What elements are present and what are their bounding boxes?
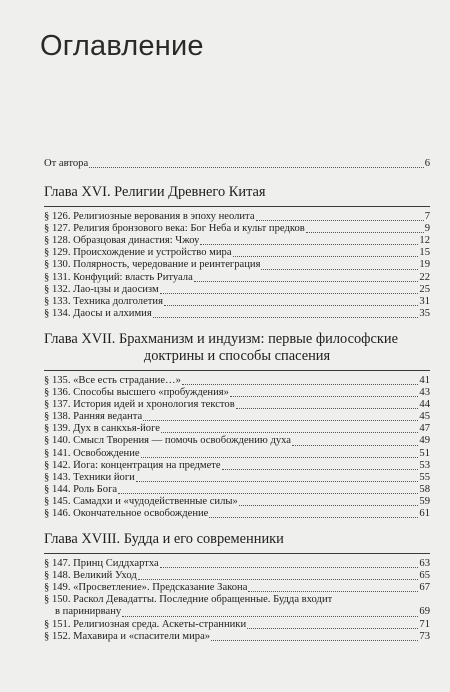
toc-entry-label: § 150. Раскол Девадатты. Последние обращенные. Будда входит (44, 594, 333, 606)
toc-entry-label: § 145. Самадхи и «чудодейственные силы» (44, 495, 238, 507)
toc-entry-label: § 151. Религиозная среда. Аскеты-странники (44, 618, 247, 630)
dot-leader (233, 256, 419, 257)
toc-entry-label: § 136. Способы высшего «пробуждения» (44, 387, 229, 399)
toc-entry-label: в паринирвану (55, 606, 122, 618)
toc-entry[interactable] (44, 411, 430, 423)
chapter-divider (44, 206, 430, 207)
toc-entry-label: § 138. Ранняя веданта (44, 411, 143, 423)
chapter-section (44, 331, 430, 520)
toc-entry[interactable] (44, 582, 430, 594)
toc-entry-page: 19 (419, 259, 430, 271)
chapter-list (44, 184, 430, 643)
toc-entry-page: 53 (419, 459, 430, 471)
dot-leader (161, 432, 418, 433)
dot-leader (118, 493, 418, 494)
toc-entry-label: § 140. Смысл Творения — помочь освобождению духа (44, 435, 291, 447)
toc-entry[interactable] (44, 496, 430, 508)
toc-entry[interactable] (44, 223, 430, 235)
toc-entry-page: 43 (419, 387, 430, 399)
dot-leader (236, 408, 419, 409)
toc-entry-page: 58 (419, 483, 430, 495)
chapter-heading[interactable] (44, 184, 430, 201)
dot-leader (138, 579, 419, 580)
toc-entry-label: § 127. Религия бронзового века: Бог Неба и культ предков (44, 223, 305, 235)
toc-entry[interactable] (44, 423, 430, 435)
chapter-heading[interactable] (44, 331, 430, 365)
dot-leader (200, 244, 418, 245)
chapter-heading-text: Глава XVII. Брахманизм и индуизм: первые философские (44, 330, 398, 347)
dot-leader (292, 445, 418, 446)
toc-entry-label: § 144. Роль Бога (44, 483, 118, 495)
table-of-contents (44, 158, 430, 654)
dot-leader (222, 469, 419, 470)
toc-entry[interactable] (44, 435, 430, 447)
toc-entry[interactable] (44, 594, 430, 606)
toc-entry[interactable] (44, 296, 430, 308)
toc-entry-label: § 133. Техника долголетия (44, 295, 163, 307)
toc-entry-page: 55 (419, 471, 430, 483)
dot-leader (160, 567, 419, 568)
toc-entry-page: 47 (419, 423, 430, 435)
toc-entry-page: 73 (419, 630, 430, 642)
toc-entry-page: 44 (419, 399, 430, 411)
chapter-divider (44, 370, 430, 371)
toc-entry[interactable] (44, 448, 430, 460)
toc-entry[interactable] (44, 308, 430, 320)
toc-entry-page: 41 (419, 374, 430, 386)
toc-entry-page: 15 (419, 247, 430, 259)
toc-entry-label: § 141. Освобождение (44, 447, 140, 459)
dot-leader (164, 305, 418, 306)
toc-entry-label: § 142. Йога: концентрация на предмете (44, 459, 221, 471)
toc-entry[interactable] (44, 235, 430, 247)
toc-entry[interactable] (44, 272, 430, 284)
toc-entry[interactable] (44, 606, 430, 618)
toc-entry[interactable] (44, 375, 430, 387)
toc-entry[interactable] (44, 631, 430, 643)
toc-entry-page: 7 (424, 211, 430, 223)
toc-entry-label: § 146. Окончательное освобождение (44, 507, 209, 519)
toc-entry-label: § 132. Лао-цзы и даосизм (44, 283, 159, 295)
dot-leader (122, 616, 418, 617)
toc-entry-page: 22 (419, 271, 430, 283)
page-title: Оглавление (40, 30, 204, 62)
toc-entry-page: 31 (419, 295, 430, 307)
toc-entry-page: 9 (424, 223, 430, 235)
toc-entry-label: § 149. «Просветление». Предсказание Закона (44, 582, 248, 594)
toc-entry-author[interactable] (44, 158, 430, 170)
toc-entry-label: § 152. Махавира и «спасители мира» (44, 630, 211, 642)
dot-leader (153, 317, 419, 318)
toc-entry-label: § 143. Техники йоги (44, 471, 135, 483)
chapter-heading-text: Глава XVIII. Будда и его современники (44, 531, 284, 548)
toc-entry-label: § 130. Полярность, чередование и реинтеграция (44, 259, 261, 271)
toc-entry[interactable] (44, 508, 430, 520)
toc-entry-label: § 131. Конфуций: власть Ритуала (44, 271, 193, 283)
chapter-divider (44, 553, 430, 554)
toc-entry[interactable] (44, 484, 430, 496)
dot-leader (194, 281, 419, 282)
toc-entry[interactable] (44, 570, 430, 582)
toc-entry[interactable] (44, 399, 430, 411)
toc-entry-label: § 128. Образцовая династия: Чжоу (44, 235, 200, 247)
dot-leader (248, 591, 418, 592)
dot-leader (256, 220, 424, 221)
chapter-section (44, 184, 430, 320)
toc-entry-page: 35 (419, 307, 430, 319)
toc-entry[interactable] (44, 247, 430, 259)
toc-entry[interactable] (44, 284, 430, 296)
toc-entry-page: 45 (419, 411, 430, 423)
toc-entry-page: 65 (419, 570, 430, 582)
chapter-heading[interactable] (44, 531, 430, 548)
toc-entry[interactable] (44, 558, 430, 570)
chapter-section (44, 531, 430, 643)
dot-leader (230, 396, 418, 397)
toc-entry-page: 61 (419, 507, 430, 519)
toc-entry-page: 6 (424, 158, 430, 169)
dot-leader (306, 232, 424, 233)
dot-leader (182, 384, 418, 385)
toc-entry-page: 49 (419, 435, 430, 447)
toc-entry-page: 71 (419, 618, 430, 630)
dot-leader (136, 481, 419, 482)
toc-entry[interactable] (44, 460, 430, 472)
toc-entry-page: 25 (419, 283, 430, 295)
dot-leader (141, 457, 419, 458)
toc-entry-label: От автора (44, 158, 89, 169)
toc-entry-label: § 134. Даосы и алхимия (44, 307, 152, 319)
toc-entry-page: 59 (419, 495, 430, 507)
dot-leader (143, 420, 418, 421)
dot-leader (89, 167, 424, 168)
toc-entry-label: § 137. История идей и хронология текстов (44, 399, 235, 411)
toc-entry-label: § 148. Великий Уход (44, 570, 137, 582)
toc-entry[interactable] (44, 259, 430, 271)
toc-entry-label: § 126. Религиозные верования в эпоху неолита (44, 211, 255, 223)
chapter-heading-text: Глава XVI. Религии Древнего Китая (44, 184, 266, 201)
toc-entry-label: § 135. «Все есть страдание…» (44, 374, 181, 386)
dot-leader (239, 505, 419, 506)
toc-entry[interactable] (44, 472, 430, 484)
dot-leader (247, 628, 418, 629)
toc-entry-label: § 147. Принц Сиддхартха (44, 558, 159, 570)
dot-leader (160, 293, 419, 294)
toc-entry-page: 12 (419, 235, 430, 247)
chapter-heading-line2: доктрины и способы спасения (143, 347, 331, 364)
toc-entry-page: 63 (419, 558, 430, 570)
toc-entry[interactable] (44, 387, 430, 399)
toc-entry[interactable] (44, 211, 430, 223)
toc-entry[interactable] (44, 619, 430, 631)
dot-leader (211, 640, 418, 641)
dot-leader (261, 269, 418, 270)
dot-leader (209, 517, 418, 518)
toc-entry-page: 51 (419, 447, 430, 459)
toc-entry-page: 69 (419, 606, 430, 618)
toc-entry-page: 67 (419, 582, 430, 594)
toc-entry-label: § 129. Происхождение и устройство мира (44, 247, 232, 259)
toc-entry-label: § 139. Дух в санкхья-йоге (44, 423, 161, 435)
